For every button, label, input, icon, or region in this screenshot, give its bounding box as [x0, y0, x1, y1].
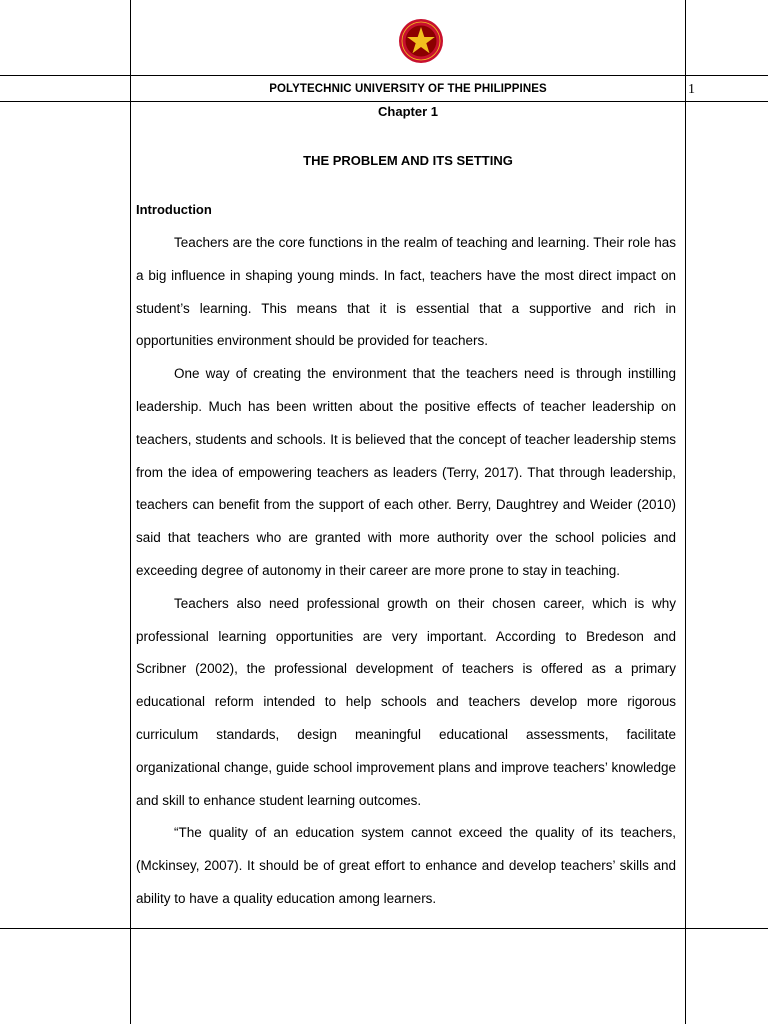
pup-seal-icon — [398, 18, 444, 64]
header-top-rule — [0, 75, 768, 76]
body-text — [136, 227, 676, 916]
right-margin-line — [685, 0, 686, 1024]
section-heading: Introduction — [136, 202, 212, 217]
paragraph: “The quality of an education system cannot exceed the quality of its teachers, (Mckinsey, 2007). It should be of great effort to enhance and develop teachers’ skills and ability to have a quality education among learners. — [136, 825, 676, 906]
chapter-title: THE PROBLEM AND ITS SETTING — [303, 153, 513, 168]
header-bottom-rule — [0, 101, 768, 102]
footer-rule — [0, 928, 768, 929]
paragraph: Teachers are the core functions in the realm of teaching and learning. Their role has a big influence in shaping young minds. In fact, teachers have the most direct impact on student’s learning. This means that it is essential that a supportive and rich in opportunities environment should be provided for teachers. — [136, 235, 676, 349]
paragraph: Teachers also need professional growth on their chosen career, which is why professional learning opportunities are very important. According to Bredeson and Scribner (2002), the professional development of teachers is offered as a primary educational reform intended to help schools and teachers develop more rigorous curriculum standards, design meaningful educational assessments, facilitate organizational change, guide school improvement plans and improve teachers’ knowledge and skill to enhance student learning outcomes. — [136, 595, 676, 808]
institution-name: POLYTECHNIC UNIVERSITY OF THE PHILIPPINES — [269, 83, 547, 95]
paragraph: One way of creating the environment that the teachers need is through instilling leadership. Much has been written about the positive effects of teacher leadership on teachers, students and schools. It is believed that the concept of teacher leadership stems from the idea of empowering teachers as leaders (Terry, 2017). That through leadership, teachers can benefit from the support of each other. Berry, Daughtrey and Weider (2010) said that teachers who are granted with more authority over the school policies and exceeding degree of autonomy in their career are more prone to stay in teaching. — [136, 366, 676, 578]
chapter-label: Chapter 1 — [378, 104, 438, 119]
page-number: 1 — [688, 82, 695, 97]
